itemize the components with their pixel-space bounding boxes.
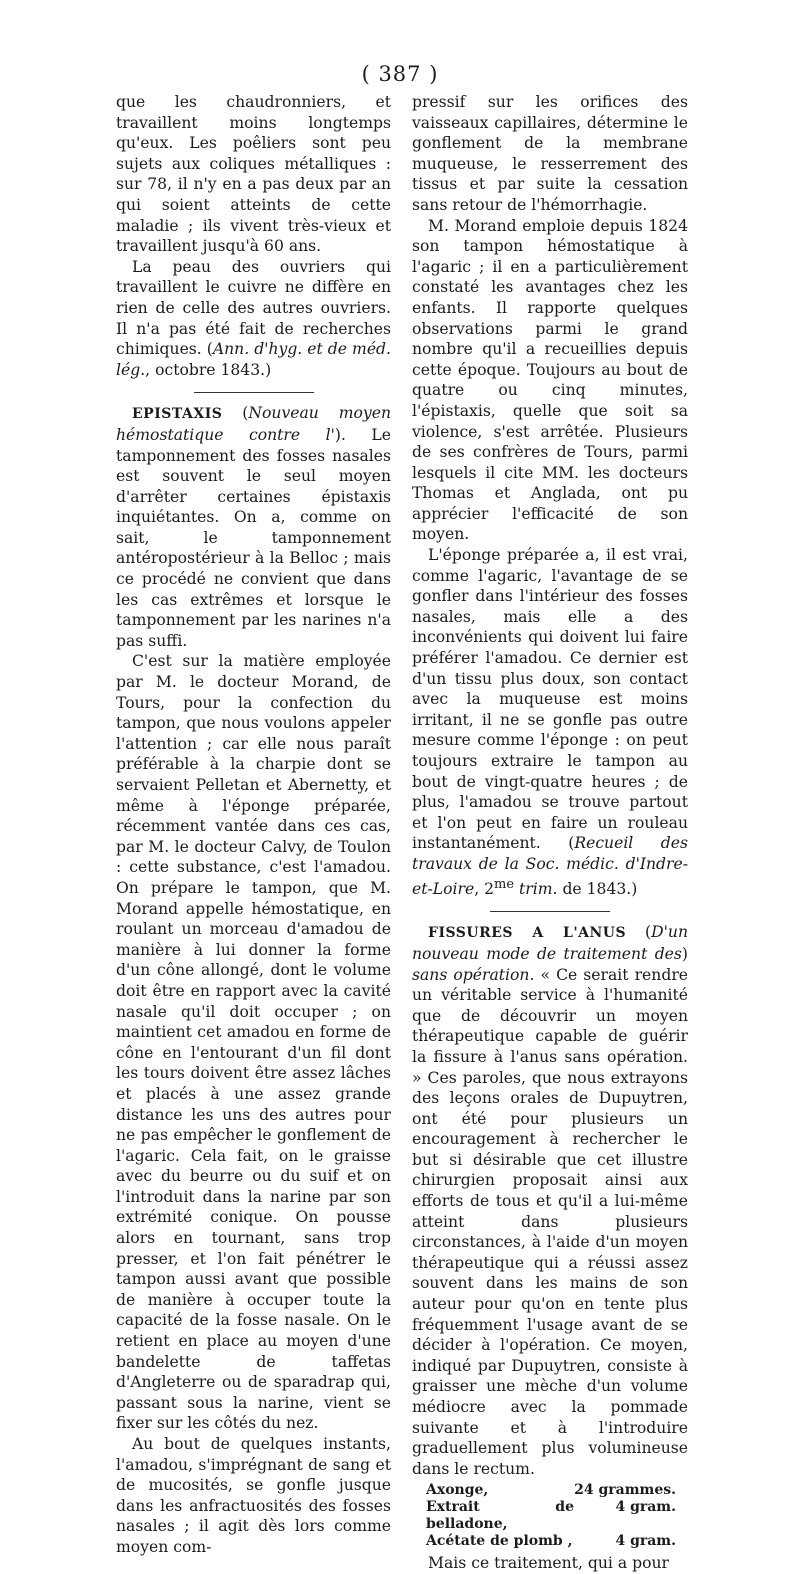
section-subtitle-tail: sans opération. bbox=[412, 965, 535, 984]
section-heading: FISSURES A L'ANUS bbox=[428, 925, 627, 942]
citation: Recueil des travaux de la Soc. médic. d'Indre-et-Loire bbox=[412, 834, 689, 898]
citation: Ann. d'hyg. et de méd. lég. bbox=[116, 340, 392, 379]
recipe-row bbox=[426, 1533, 688, 1550]
section-divider bbox=[194, 392, 314, 393]
recipe-quantity: 4 gram. bbox=[615, 1533, 676, 1550]
section-subtitle: Nouveau moyen hémostatique contre l' bbox=[116, 404, 391, 444]
recipe-ingredient: Extrait de belladone, bbox=[426, 1499, 574, 1533]
right-column bbox=[412, 92, 688, 1574]
paragraph bbox=[116, 257, 391, 381]
paragraph: FISSURES A L'ANUS (D'un nouveau mode de traitement des) sans opération. « Ce serait rendre un véritable service à l'humanité que de découvrir un moyen thérapeutique capable de guérir la fissure à l'anus sans opération. » Ces paroles, que nous extrayons des leçons orales de Dupuytren, ont été pour plusieurs un encouragement à rechercher le but si désirable que cet illustre chirurgien proposait ainsi aux efforts de tous et qu'il a lui-même atteint dans plusieurs circonstances, à l'aide d'un moyen thérapeutique qui a réussi assez souvent dans les mains de son auteur pour qu'on en tente plus fréquemment l'usage avant de se décider à l'opération. Ce moyen, indiqué par Dupuytren, consiste à graisser une mèche d'un volume médiocre avec la pommade suivante et à l'introduire graduellement plus volumineuse dans le rectum. bbox=[412, 923, 688, 1478]
paragraph: Au bout de quelques instants, l'amadou, s'imprégnant de sang et de mucosités, se gonfle jusque dans les anfractuosités des fosses nasales ; il agit dès lors comme moyen com- bbox=[116, 1435, 391, 1556]
paragraph-text: La peau des ouvriers qui travaillent le cuivre ne diffère en rien de celle des autres ouvriers. Il n'a pas été fait de recherches chimiques. ( bbox=[116, 257, 391, 359]
paragraph: C'est sur la matière employée par M. le docteur Morand, de Tours, pour la confection du tampon, que nous voulons appeler l'attention ; car elle nous paraît préférable à la charpie dont se servaient Pelletan et Abernetty, et même à l'éponge préparée, récemment vantée dans ces cas, par M. le docteur Calvy, de Toulon : cette substance, c'est l'amadou. On prépare le tampon, que M. Morand appelle hémostatique, en roulant un morceau d'amadou de manière à lui donner la forme d'un cône allongé, dont le volume doit être en rapport avec la cavité nasale qu'il doit occuper ; on maintient cet amadou en forme de cône en l'entourant d'un fil dont les tours doivent être assez lâches et placés à une assez grande distance les uns des autres pour ne pas empêcher le gonflement de l'agaric. Cela fait, on le graisse avec du beurre ou du suif et on l'introduit dans la narine par son extrémité conique. On pousse alors en tournant, sans trop presser, et l'on fait pénétrer le tampon aussi avant que possible de manière à occuper toute la capacité de la fosse nasale. On le retient en place au moyen d'une bandelette de taffetas d'Angleterre ou de sparadrap qui, passant sous la narine, vient se fixer sur les côtés du nez. bbox=[116, 652, 391, 1433]
recipe-ingredient: Axonge, bbox=[426, 1482, 489, 1499]
recipe-row bbox=[426, 1499, 688, 1533]
paragraph: M. Morand emploie depuis 1824 son tampon hémostatique à l'agaric ; il en a particulièrement constaté les avantages chez les enfants. Il rapporte quelques observations parmi le grand nombre qu'il a recueillies depuis cette époque. Toujours au bout de quatre ou cinq minutes, l'épistaxis, quelle que soit sa violence, s'est arrêtée. Plusieurs de ses confrères de Tours, parmi lesquels il cite MM. les docteurs Thomas et Anglada, ont pu apprécier l'efficacité de son moyen. bbox=[412, 216, 688, 544]
left-column bbox=[116, 92, 391, 1558]
citation-date: de 1843.) bbox=[557, 879, 638, 898]
citation-date: , octobre 1843.) bbox=[145, 360, 272, 379]
recipe-list bbox=[426, 1482, 688, 1550]
superscript: me bbox=[494, 876, 515, 892]
section-subtitle: D'un nouveau mode de traitement des bbox=[412, 923, 688, 963]
section-heading: EPISTAXIS bbox=[132, 406, 223, 423]
recipe-row bbox=[426, 1482, 688, 1499]
paragraph: pressif sur les orifices des vaisseaux capillaires, détermine le gonflement de la membrane muqueuse, le resserrement des tissus et par suite la cessation sans retour de l'hémorrhagie. bbox=[412, 93, 688, 214]
recipe-quantity: 24 grammes. bbox=[574, 1482, 676, 1499]
citation-trim: trim. bbox=[514, 879, 558, 898]
paragraph-text: . Le tamponnement des fosses nasales est souvent le seul moyen d'arrêter certaines épistaxis inquiétantes. On a, comme on sait, le tamponnement antéropostérieur à la Belloc ; mais ce procédé ne convient que dans les cas extrêmes et lorsque le tamponnement par les narines n'a pas suffi. bbox=[116, 425, 391, 650]
citation-tail: , 2 bbox=[474, 879, 495, 898]
page-number: ( 387 ) bbox=[361, 62, 439, 86]
section-divider bbox=[490, 911, 610, 912]
paragraph: EPISTAXIS (Nouveau moyen hémostatique contre l'). Le tamponnement des fosses nasales est souvent le seul moyen d'arrêter certaines épistaxis inquiétantes. On a, comme on sait, le tamponnement antéropostérieur à la Belloc ; mais ce procédé ne convient que dans les cas extrêmes et lorsque le tamponnement par les narines n'a pas suffi. bbox=[116, 404, 391, 650]
paragraph bbox=[412, 545, 688, 899]
paragraph: Mais ce traitement, qui a pour bbox=[428, 1554, 669, 1573]
recipe-quantity: 4 gram. bbox=[615, 1499, 676, 1516]
paragraph: que les chaudronniers, et travaillent moins longtemps qu'eux. Les poêliers sont peu sujets aux coliques métalliques : sur 78, il n'y en a pas deux par an qui soient atteints de cette maladie ; ils vivent très-vieux et travaillent jusqu'à 60 ans. bbox=[116, 93, 391, 256]
paragraph-text: « Ce serait rendre un véritable service à l'humanité que de découvrir un moyen thérapeutique capable de guérir la fissure à l'anus sans opération. » Ces paroles, que nous extrayons des leçons orales de Dupuytren, ont été pour plusieurs un encouragement à rechercher le but si désirable que cet illustre chirurgien proposait ainsi aux efforts de tous et qu'il a lui-même atteint dans plusieurs circonstances, à l'aide d'un moyen thérapeutique qui a réussi assez souvent dans les mains de son auteur pour qu'on en tente plus fréquemment l'usage avant de se décider à l'opération. Ce moyen, indiqué par Dupuytren, consiste à graisser une mèche d'un volume médiocre avec la pommade suivante et à l'introduire graduellement plus volumineuse dans le rectum. bbox=[412, 965, 688, 1478]
paragraph-text: L'éponge préparée a, il est vrai, comme l'agaric, l'avantage de se gonfler dans l'intérieur des fosses nasales, mais elle a des inconvénients qui doivent lui faire préférer l'amadou. Ce dernier est d'un tissu plus doux, son contact avec la muqueuse est moins irritant, il ne se gonfle pas outre mesure comme l'éponge : on peut toujours extraire le tampon au bout de vingt-quatre heures ; de plus, l'amadou se trouve partout et l'on peut en faire un rouleau instantanément. ( bbox=[412, 546, 688, 853]
recipe-ingredient: Acétate de plomb , bbox=[426, 1533, 573, 1550]
